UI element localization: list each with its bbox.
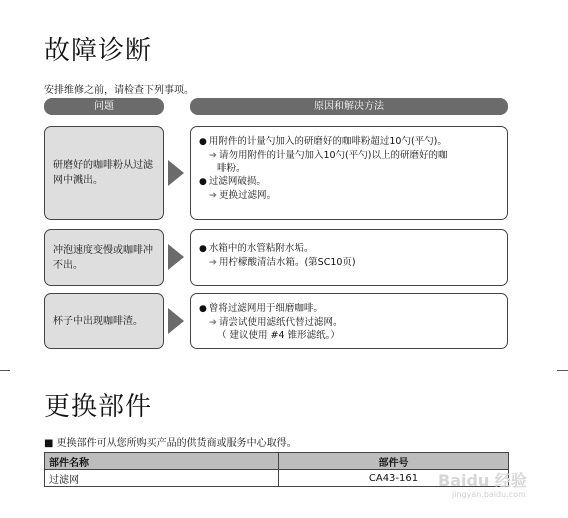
col-part-number: 部件号 [279,453,509,470]
problem-box [44,126,164,220]
solution-line [199,149,499,162]
arrow-right-icon [168,244,184,270]
arrow-icon: ➔ [209,317,217,328]
arrow-icon: ➔ [209,257,217,268]
solution-text: 请尝试使用滤纸代替过滤网。 [218,317,343,328]
problem-text: 研磨好的咖啡粉从过滤网中溅出。 [53,160,153,186]
arrow-right-icon [168,308,184,334]
cause-box [190,126,508,220]
troubleshooting-intro: 安排维修之前，请检查下列事项。 [44,85,194,96]
crop-mark [557,370,568,371]
cause-box [190,293,508,349]
problem-box [44,293,164,349]
cause-box [190,229,508,286]
solution-text: 用柠檬酸清洁水箱。(第SC10页) [218,257,356,268]
troubleshooting-title: 故障诊断 [44,36,153,66]
cause-line: ● 曾将过滤网用于细磨咖啡。 [199,302,499,316]
cause-line: ● 水箱中的水管粘附水垢。 [199,242,499,256]
problem-text: 冲泡速度变慢或咖啡冲不出。 [53,244,153,271]
parts-note: ■ 更换部件可从您所购买产品的供货商或服务中心取得。 [44,438,297,449]
solution-text: 请勿用附件的计量勺加入10勺(平勺)以上的研磨好的咖 [218,150,448,161]
problem-box [44,229,164,286]
solution-continuation: （ 建议使用 #4 锥形滤纸。） [217,330,340,341]
part-name-cell: 过滤网 [45,470,279,487]
cause-line: ● 用附件的计量勺加入的研磨好的咖啡粉超过10勺(平勺)。 [199,135,499,149]
col-part-name: 部件名称 [45,453,279,470]
header-problem: 问题 [44,98,164,115]
solution-text: 更换过滤网。 [218,190,276,201]
solution-line [199,316,499,329]
parts-title: 更换部件 [44,392,153,422]
solution-line [199,189,499,202]
table-header-row [45,453,509,470]
watermark-brand: Baidu 经验 [438,471,527,490]
arrow-right-icon [168,160,184,186]
arrow-icon: ➔ [209,190,217,201]
watermark-url: jingyan.baidu.com [452,490,526,499]
solution-line [199,256,499,269]
cause-line: ● 过滤网破损。 [199,175,499,189]
solution-continuation: 啡粉。 [217,163,246,174]
header-cause: 原因和解决方法 [190,98,508,115]
part-number-cell: CA43-161 [279,470,509,487]
arrow-icon: ➔ [209,150,217,161]
problem-text: 杯子中出现咖啡渣。 [53,315,143,327]
crop-mark [0,370,10,371]
